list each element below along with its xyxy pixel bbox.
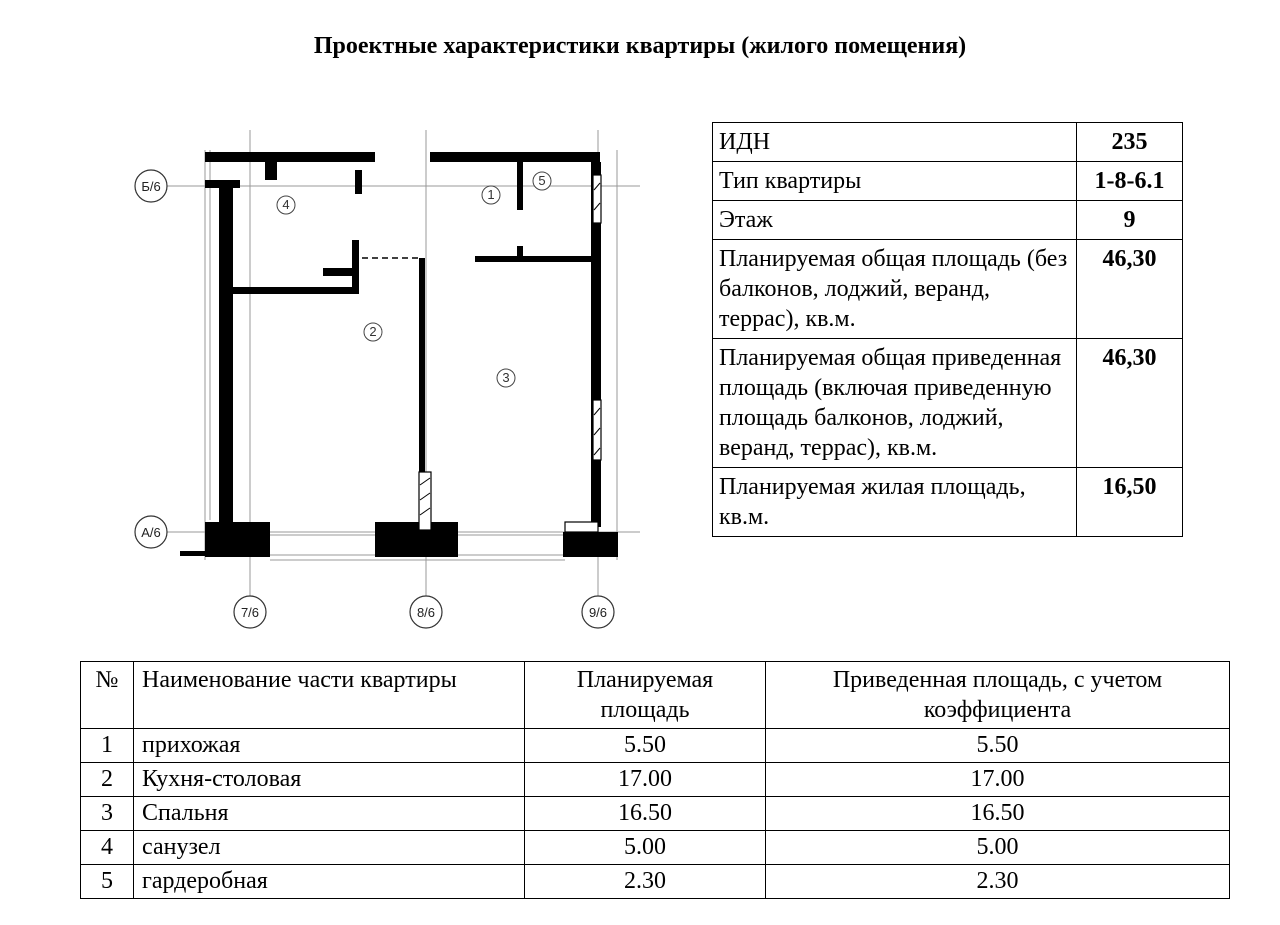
summary-row [713,201,1183,240]
summary-label: Планируемая общая площадь (без балконов, лоджий, веранд, террас), кв.м. [713,240,1077,339]
header-reduced-area: Приведенная площадь, с учетом коэффициента [766,662,1230,729]
floor-plan [0,0,660,650]
page-title: Проектные характеристики квартиры (жилого помещения) [313,33,967,59]
summary-label: Планируемая общая приведенная площадь (включая приведенную площадь балконов, лоджий, веранд, террас), кв.м. [713,339,1077,468]
table-row [81,797,1230,831]
rooms-table [80,661,1230,899]
room-number: 4 [81,831,134,865]
reduced-area: 5.50 [766,729,1230,763]
summary-label: Планируемая жилая площадь, кв.м. [713,468,1077,537]
room-marker-4: 4 [282,197,290,212]
summary-row [713,339,1183,468]
summary-value: 9 [1077,201,1183,240]
header-room-name: Наименование части квартиры [134,662,525,729]
room-name: Спальня [134,797,525,831]
room-name: Кухня-столовая [134,763,525,797]
room-marker-5: 5 [538,173,546,188]
summary-row [713,240,1183,339]
summary-value: 1-8-6.1 [1077,162,1183,201]
table-row [81,763,1230,797]
table-row [81,831,1230,865]
room-number: 5 [81,865,134,899]
planned-area: 16.50 [525,797,766,831]
table-row [81,865,1230,899]
apartment-summary-table [712,122,1183,537]
summary-row [713,123,1183,162]
summary-label: Тип квартиры [713,162,1077,201]
axis-label-b6: Б/6 [141,179,161,194]
planned-area: 5.00 [525,831,766,865]
rooms-table-header [81,662,1230,729]
room-marker-3: 3 [502,370,510,385]
summary-row [713,162,1183,201]
table-row [81,729,1230,763]
reduced-area: 17.00 [766,763,1230,797]
planned-area: 2.30 [525,865,766,899]
room-name: санузел [134,831,525,865]
room-name: прихожая [134,729,525,763]
summary-value: 46,30 [1077,240,1183,339]
axis-label-a6: А/6 [141,525,161,540]
reduced-area: 5.00 [766,831,1230,865]
planned-area: 17.00 [525,763,766,797]
header-planned-area: Планируемая площадь [525,662,766,729]
axis-label-9-6: 9/6 [588,605,608,620]
summary-value: 46,30 [1077,339,1183,468]
room-number: 1 [81,729,134,763]
header-number: № [81,662,134,729]
room-number: 2 [81,763,134,797]
reduced-area: 2.30 [766,865,1230,899]
axis-label-8-6: 8/6 [416,605,436,620]
summary-value: 235 [1077,123,1183,162]
reduced-area: 16.50 [766,797,1230,831]
axis-label-7-6: 7/6 [240,605,260,620]
summary-label: Этаж [713,201,1077,240]
summary-row [713,468,1183,537]
room-marker-1: 1 [487,187,495,202]
room-number: 3 [81,797,134,831]
summary-value: 16,50 [1077,468,1183,537]
room-name: гардеробная [134,865,525,899]
room-marker-2: 2 [369,324,377,339]
planned-area: 5.50 [525,729,766,763]
summary-label: ИДН [713,123,1077,162]
